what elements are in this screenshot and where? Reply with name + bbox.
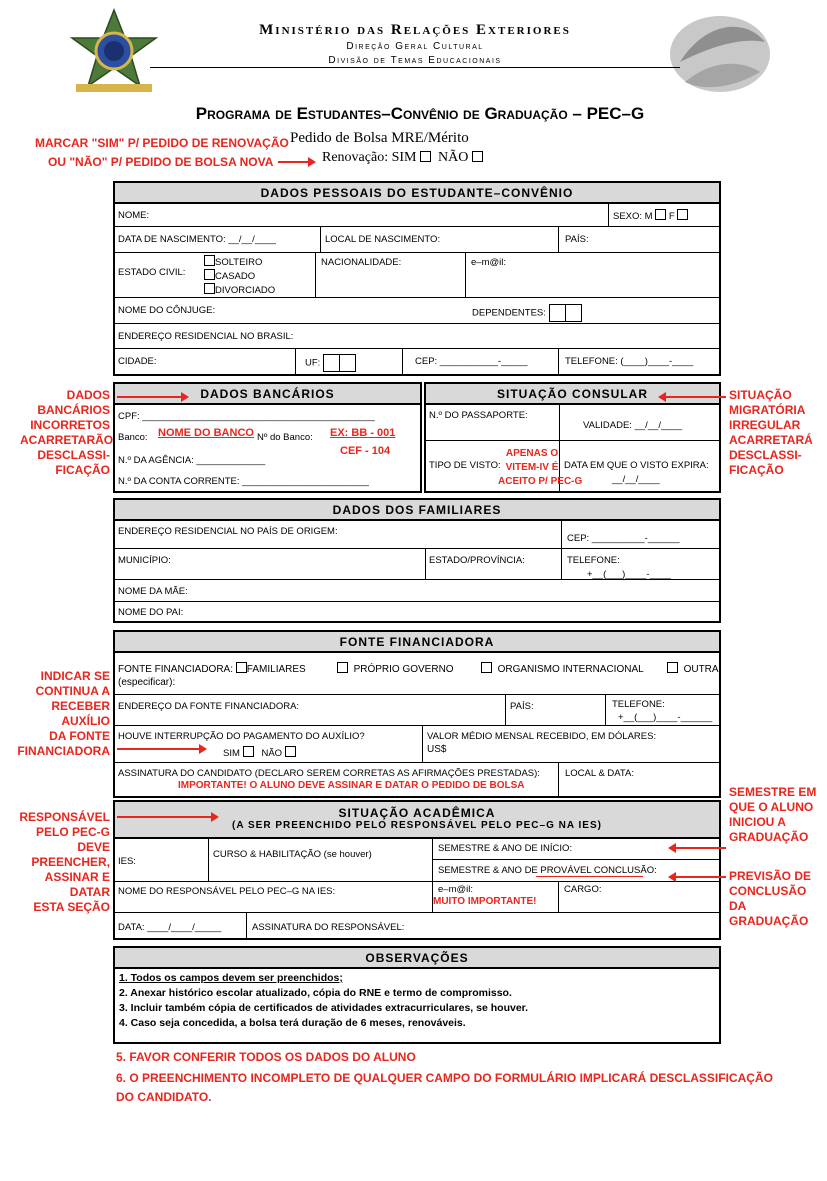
arrow-bank (117, 396, 187, 398)
family-title: DADOS DOS FAMILIARES (115, 500, 719, 521)
responsible-name-label: NOME DO RESPONSÁVEL PELO PEC–G NA IES: (118, 886, 336, 897)
note-semester-end: PREVISÃO DE CONCLUSÃO DA GRADUAÇÃO (729, 869, 812, 928)
note-bank-name: NOME DO BANCO (158, 427, 254, 439)
note-final-6b: DO CANDIDATO. (116, 1090, 212, 1104)
arrow-funding (117, 748, 205, 750)
cep-field[interactable]: CEP: ___________-_____ (415, 356, 528, 367)
renewal-nao-checkbox[interactable] (472, 151, 483, 162)
note-consular: SITUAÇÃO MIGRATÓRIA IRREGULAR ACARRETARÁ DESCLASSI- FICAÇÃO (729, 388, 813, 477)
note-email: MUITO IMPORTANTE! (433, 896, 537, 907)
brazil-coat-of-arms (68, 8, 160, 100)
marital-status-label: ESTADO CIVIL: (118, 267, 186, 278)
monthly-value-currency: US$ (427, 744, 447, 755)
dependents-box-2[interactable] (566, 304, 582, 322)
bank-number-label: Nº do Banco: (257, 432, 313, 443)
funding-familiares-checkbox[interactable] (236, 662, 247, 673)
section-personal (113, 181, 721, 376)
funding-phone-field[interactable]: +__(___)____-______ (618, 712, 713, 723)
sexo-field (613, 209, 688, 222)
responsible-email-label: e–m@il: (438, 884, 473, 895)
note-sign: IMPORTANTE! O ALUNO DEVE ASSINAR E DATAR O PEDIDO DE BOLSA (178, 780, 525, 791)
note-funding: INDICAR SE CONTINUA A RECEBER AUXÍLIO DA FONTE FINANCIADORA (17, 669, 110, 758)
note-responsible: RESPONSÁVEL PELO PEC-G DEVE PREENCHER, ASSINAR E DATAR ESTA SEÇÃO (19, 810, 110, 914)
ministry-title: Ministério das Relações Exteriores (259, 22, 571, 38)
academic-title: SITUAÇÃO ACADÊMICA (A SER PREENCHIDO PELO RESPONSÁVEL PELO PEC–G NA IES) (115, 802, 719, 839)
funding-country-label: PAÍS: (510, 701, 534, 712)
interruption-sim-checkbox[interactable] (243, 746, 254, 757)
marital-options (204, 255, 275, 297)
state-label: ESTADO/PROVÍNCIA: (429, 555, 525, 566)
monthly-value-label: VALOR MÉDIO MENSAL RECEBIDO, EM DÓLARES: (427, 731, 657, 742)
sexo-m-checkbox[interactable] (655, 209, 666, 220)
course-label: CURSO & HABILITAÇÃO (se houver) (213, 849, 372, 860)
interruption-label: HOUVE INTERRUPÇÃO DO PAGAMENTO DO AUXÍLIO? (118, 731, 365, 742)
uf-box-2[interactable] (340, 354, 356, 372)
origin-address-label: ENDEREÇO RESIDENCIAL NO PAÍS DE ORIGEM: (118, 526, 338, 537)
position-label: CARGO: (564, 884, 602, 895)
funding-phone-label: TELEFONE: (612, 699, 665, 710)
renewal-nao-label: NÃO (438, 150, 469, 165)
funding-specify-label: (especificar): (118, 677, 176, 688)
note-bank: DADOS BANCÁRIOS INCORRETOS ACARRETARÃO DESCLASSI- FICAÇÃO (20, 388, 114, 477)
decorative-emblem (665, 12, 775, 97)
uf-box-1[interactable] (323, 354, 340, 372)
division-title: Divisão de Temas Educacionais (328, 55, 502, 66)
dependents-field (472, 304, 582, 322)
interruption-nao-label: NÃO (261, 748, 283, 759)
nome-label: NOME: (118, 210, 150, 221)
funding-address-label: ENDEREÇO DA FONTE FINANCIADORA: (118, 701, 300, 712)
visa-expiry-label: DATA EM QUE O VISTO EXPIRA: (564, 460, 709, 471)
dependents-box-1[interactable] (549, 304, 566, 322)
bank-title: DADOS BANCÁRIOS (115, 384, 420, 405)
email-label: e–m@il: (471, 257, 506, 268)
candidate-signature-label: ASSINATURA DO CANDIDATO (DECLARO SEREM CORRETAS AS AFIRMAÇÕES PRESTADAS): (118, 768, 540, 779)
note-final-6a: 6. O PREENCHIMENTO INCOMPLETO DE QUALQUER CAMPO DO FORMULÁRIO IMPLICARÁ DESCLASSIFICAÇÃO (116, 1071, 773, 1085)
funding-familiares-label: FAMILIARES (246, 664, 306, 675)
funding-governo-option[interactable]: PRÓPRIO GOVERNO (337, 662, 454, 675)
note-visa: APENAS O VITEM-IV É ACEITO P/ PEC-G (498, 448, 583, 487)
observation-item: 2. Anexar histórico escolar atualizado, cópia do RNE e termo de compromisso. (119, 987, 512, 999)
marital-option-casado[interactable]: CASADO (204, 269, 275, 283)
sexo-f-checkbox[interactable] (677, 209, 688, 220)
validity-field[interactable]: VALIDADE: __/__/____ (583, 420, 683, 431)
birth-date-field[interactable]: DATA DE NASCIMENTO: __/__/____ (118, 234, 276, 245)
family-phone-label: TELEFONE: (567, 555, 620, 566)
interruption-sim-label: SIM (223, 748, 240, 759)
mother-name-label: NOME DA MÃE: (118, 586, 188, 597)
uf-field (305, 354, 356, 372)
responsible-signature-label: ASSINATURA DO RESPONSÁVEL: (252, 922, 405, 933)
section-observations (113, 946, 721, 1044)
renewal-sim-checkbox[interactable] (420, 151, 431, 162)
observations-list (119, 971, 528, 1031)
sexo-m-label: SEXO: M (613, 211, 653, 222)
ies-label: IES: (118, 856, 136, 867)
birth-place-label: LOCAL DE NASCIMENTO: (325, 234, 441, 245)
marital-option-divorciado[interactable]: DIVORCIADO (204, 283, 275, 297)
note-semester-start: SEMESTRE EM QUE O ALUNO INICIOU A GRADUAÇÃO (729, 785, 817, 844)
place-date-label: LOCAL & DATA: (565, 768, 634, 779)
arrow-responsible (117, 816, 217, 818)
visa-expiry-field[interactable]: __/__/____ (612, 474, 660, 485)
observation-item: 1. Todos os campos devem ser preenchidos; (119, 972, 343, 984)
note-renewal-2: OU "NÃO" P/ PEDIDO DE BOLSA NOVA (48, 155, 274, 169)
funding-outra-option[interactable]: OUTRA (667, 662, 719, 675)
arrow-consular (660, 396, 726, 398)
underline-provavel (536, 876, 643, 877)
spouse-label: NOME DO CÔNJUGE: (118, 305, 216, 316)
interruption-options (223, 746, 296, 759)
program-title: Programa de Estudantes–Convênio de Graduação – PEC–G (195, 104, 645, 123)
dependents-label: DEPENDENTES: (472, 307, 546, 319)
cpf-field[interactable]: CPF: ____________________________________________ (118, 411, 375, 422)
passport-label: N.º DO PASSAPORTE: (429, 410, 528, 421)
note-renewal-1: MARCAR "SIM" P/ PEDIDO DE RENOVAÇÃO (35, 136, 289, 150)
renewal-label: Renovação: (322, 150, 389, 165)
note-final-5: 5. FAVOR CONFERIR TODOS OS DADOS DO ALUNO (116, 1050, 416, 1064)
agency-field[interactable]: N.º DA AGÊNCIA: _____________ (118, 455, 266, 466)
section-academic (113, 800, 721, 940)
br-address-label: ENDEREÇO RESIDENCIAL NO BRASIL: (118, 331, 294, 342)
arrow-semester-end (670, 876, 726, 878)
funding-source-row (118, 662, 306, 675)
sexo-f-label: F (668, 211, 675, 222)
funding-source-label: FONTE FINANCIADORA: (118, 664, 234, 675)
directorate-title: Direção Geral Cultural (346, 41, 484, 52)
observation-item: 3. Incluir também cópia de certificados de atividades extracurriculares, se houver. (119, 1002, 529, 1014)
section-funding (113, 630, 721, 798)
funding-organismo-option[interactable]: ORGANISMO INTERNACIONAL (481, 662, 644, 675)
end-semester-label: SEMESTRE & ANO DE PROVÁVEL CONCLUSÃO: (438, 865, 657, 876)
observations-title: OBSERVAÇÕES (115, 948, 719, 969)
section-family (113, 498, 721, 623)
family-phone-field[interactable]: +__(___)____-____ (587, 569, 671, 580)
nationality-label: NACIONALIDADE: (321, 257, 402, 268)
renewal-row (322, 150, 483, 166)
account-field[interactable]: N.º DA CONTA CORRENTE: ________________________ (118, 476, 369, 487)
bank-name-label: Banco: (118, 432, 148, 443)
marital-option-solteiro[interactable]: SOLTEIRO (204, 255, 275, 269)
family-cep-field[interactable]: CEP: __________-______ (567, 533, 680, 544)
city-label: CIDADE: (118, 356, 157, 367)
start-semester-label: SEMESTRE & ANO DE INÍCIO: (438, 843, 573, 854)
header-rule (150, 67, 680, 68)
renewal-sim-label: SIM (391, 150, 417, 165)
academic-date-field[interactable]: DATA: ____/____/_____ (118, 922, 222, 933)
visa-type-label: TIPO DE VISTO: (429, 460, 501, 471)
note-bank-number-2: CEF - 104 (340, 445, 391, 457)
consular-title: SITUAÇÃO CONSULAR (426, 384, 719, 405)
interruption-nao-checkbox[interactable] (285, 746, 296, 757)
note-bank-number-1: EX: BB - 001 (330, 427, 396, 439)
uf-label: UF: (305, 357, 321, 369)
municipality-label: MUNICÍPIO: (118, 555, 171, 566)
father-name-label: NOME DO PAI: (118, 607, 184, 618)
form-title: Pedido de Bolsa MRE/Mérito (290, 130, 469, 146)
arrow-renewal (278, 161, 314, 163)
personal-title: DADOS PESSOAIS DO ESTUDANTE–CONVÊNIO (115, 183, 719, 204)
arrow-semester-start (670, 847, 726, 849)
observation-item: 4. Caso seja concedida, a bolsa terá duração de 6 meses, renováveis. (119, 1017, 466, 1029)
funding-title: FONTE FINANCIADORA (115, 632, 719, 653)
birth-country-label: PAÍS: (565, 234, 589, 245)
phone-field[interactable]: TELEFONE: (____)____-____ (565, 356, 694, 367)
